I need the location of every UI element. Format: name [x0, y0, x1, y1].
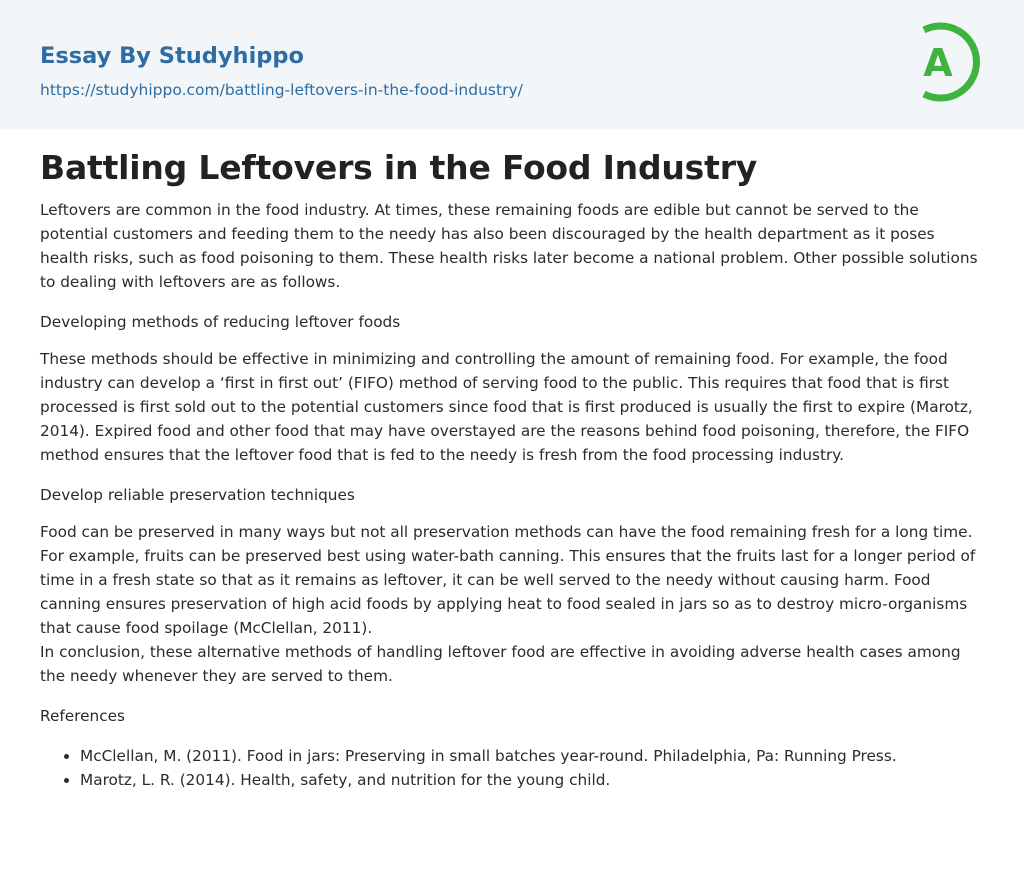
section-body-reducing: These methods should be effective in minimizing and controlling the amount of remaining food. For example, the food industry can develop a ‘first in first out’ (FIFO) method of serving food to the public. This requires that food that is first processed is first sold out to the potential customers since food that is first produced is usually the first to expire (Marotz, 2014). Expired food and other food that may have overstayed are the reasons behind food poisoning, therefore, the FIFO method ensures that the leftover food that is fed to the needy is fresh from the food processing industry. — [40, 350, 973, 464]
reference-item: • McClellan, M. (2011). Food in jars: Preserving in small batches year-round. Philadelphia, Pa: Running Press. — [80, 744, 984, 768]
brand-title: Essay By Studyhippo — [40, 43, 304, 69]
conclusion-paragraph: In conclusion, these alternative methods of handling leftover food are effective in avoiding adverse health cases among the needy whenever they are served to them. — [40, 643, 961, 685]
page-title: Battling Leftovers in the Food Industry — [40, 148, 758, 187]
article-url-link[interactable]: https://studyhippo.com/battling-leftovers-in-the-food-industry/ — [40, 81, 523, 99]
references-list — [40, 744, 984, 792]
intro-paragraph: Leftovers are common in the food industry. At times, these remaining foods are edible but cannot be served to the potential customers and feeding them to the needy has also been discouraged by the health department as it poses health risks, such as food poisoning to them. These health risks later become a national problem. Other possible solutions to dealing with leftovers are as follows. — [40, 201, 978, 291]
reference-item: • Marotz, L. R. (2014). Health, safety, and nutrition for the young child. — [80, 768, 984, 792]
site-header — [0, 0, 1024, 129]
studyhippo-logo[interactable] — [914, 18, 986, 106]
section-heading-preservation: Develop reliable preservation techniques — [40, 486, 355, 504]
section-body-preservation: Food can be preserved in many ways but not all preservation methods can have the food remaining fresh for a long time. For example, fruits can be preserved best using water-bath canning. This ensures that the fruits last for a longer period of time in a fresh state so that as it remains as leftover, it can be well served to the needy without causing harm. Food canning ensures preservation of high acid foods by applying heat to food sealed in jars so as to destroy micro-organisms that cause food spoilage (McClellan, 2011). — [40, 523, 976, 637]
section-heading-reducing: Developing methods of reducing leftover foods — [40, 313, 401, 331]
logo-letter: A — [923, 41, 953, 85]
article-content — [0, 147, 1024, 792]
references-heading: References — [40, 707, 125, 725]
